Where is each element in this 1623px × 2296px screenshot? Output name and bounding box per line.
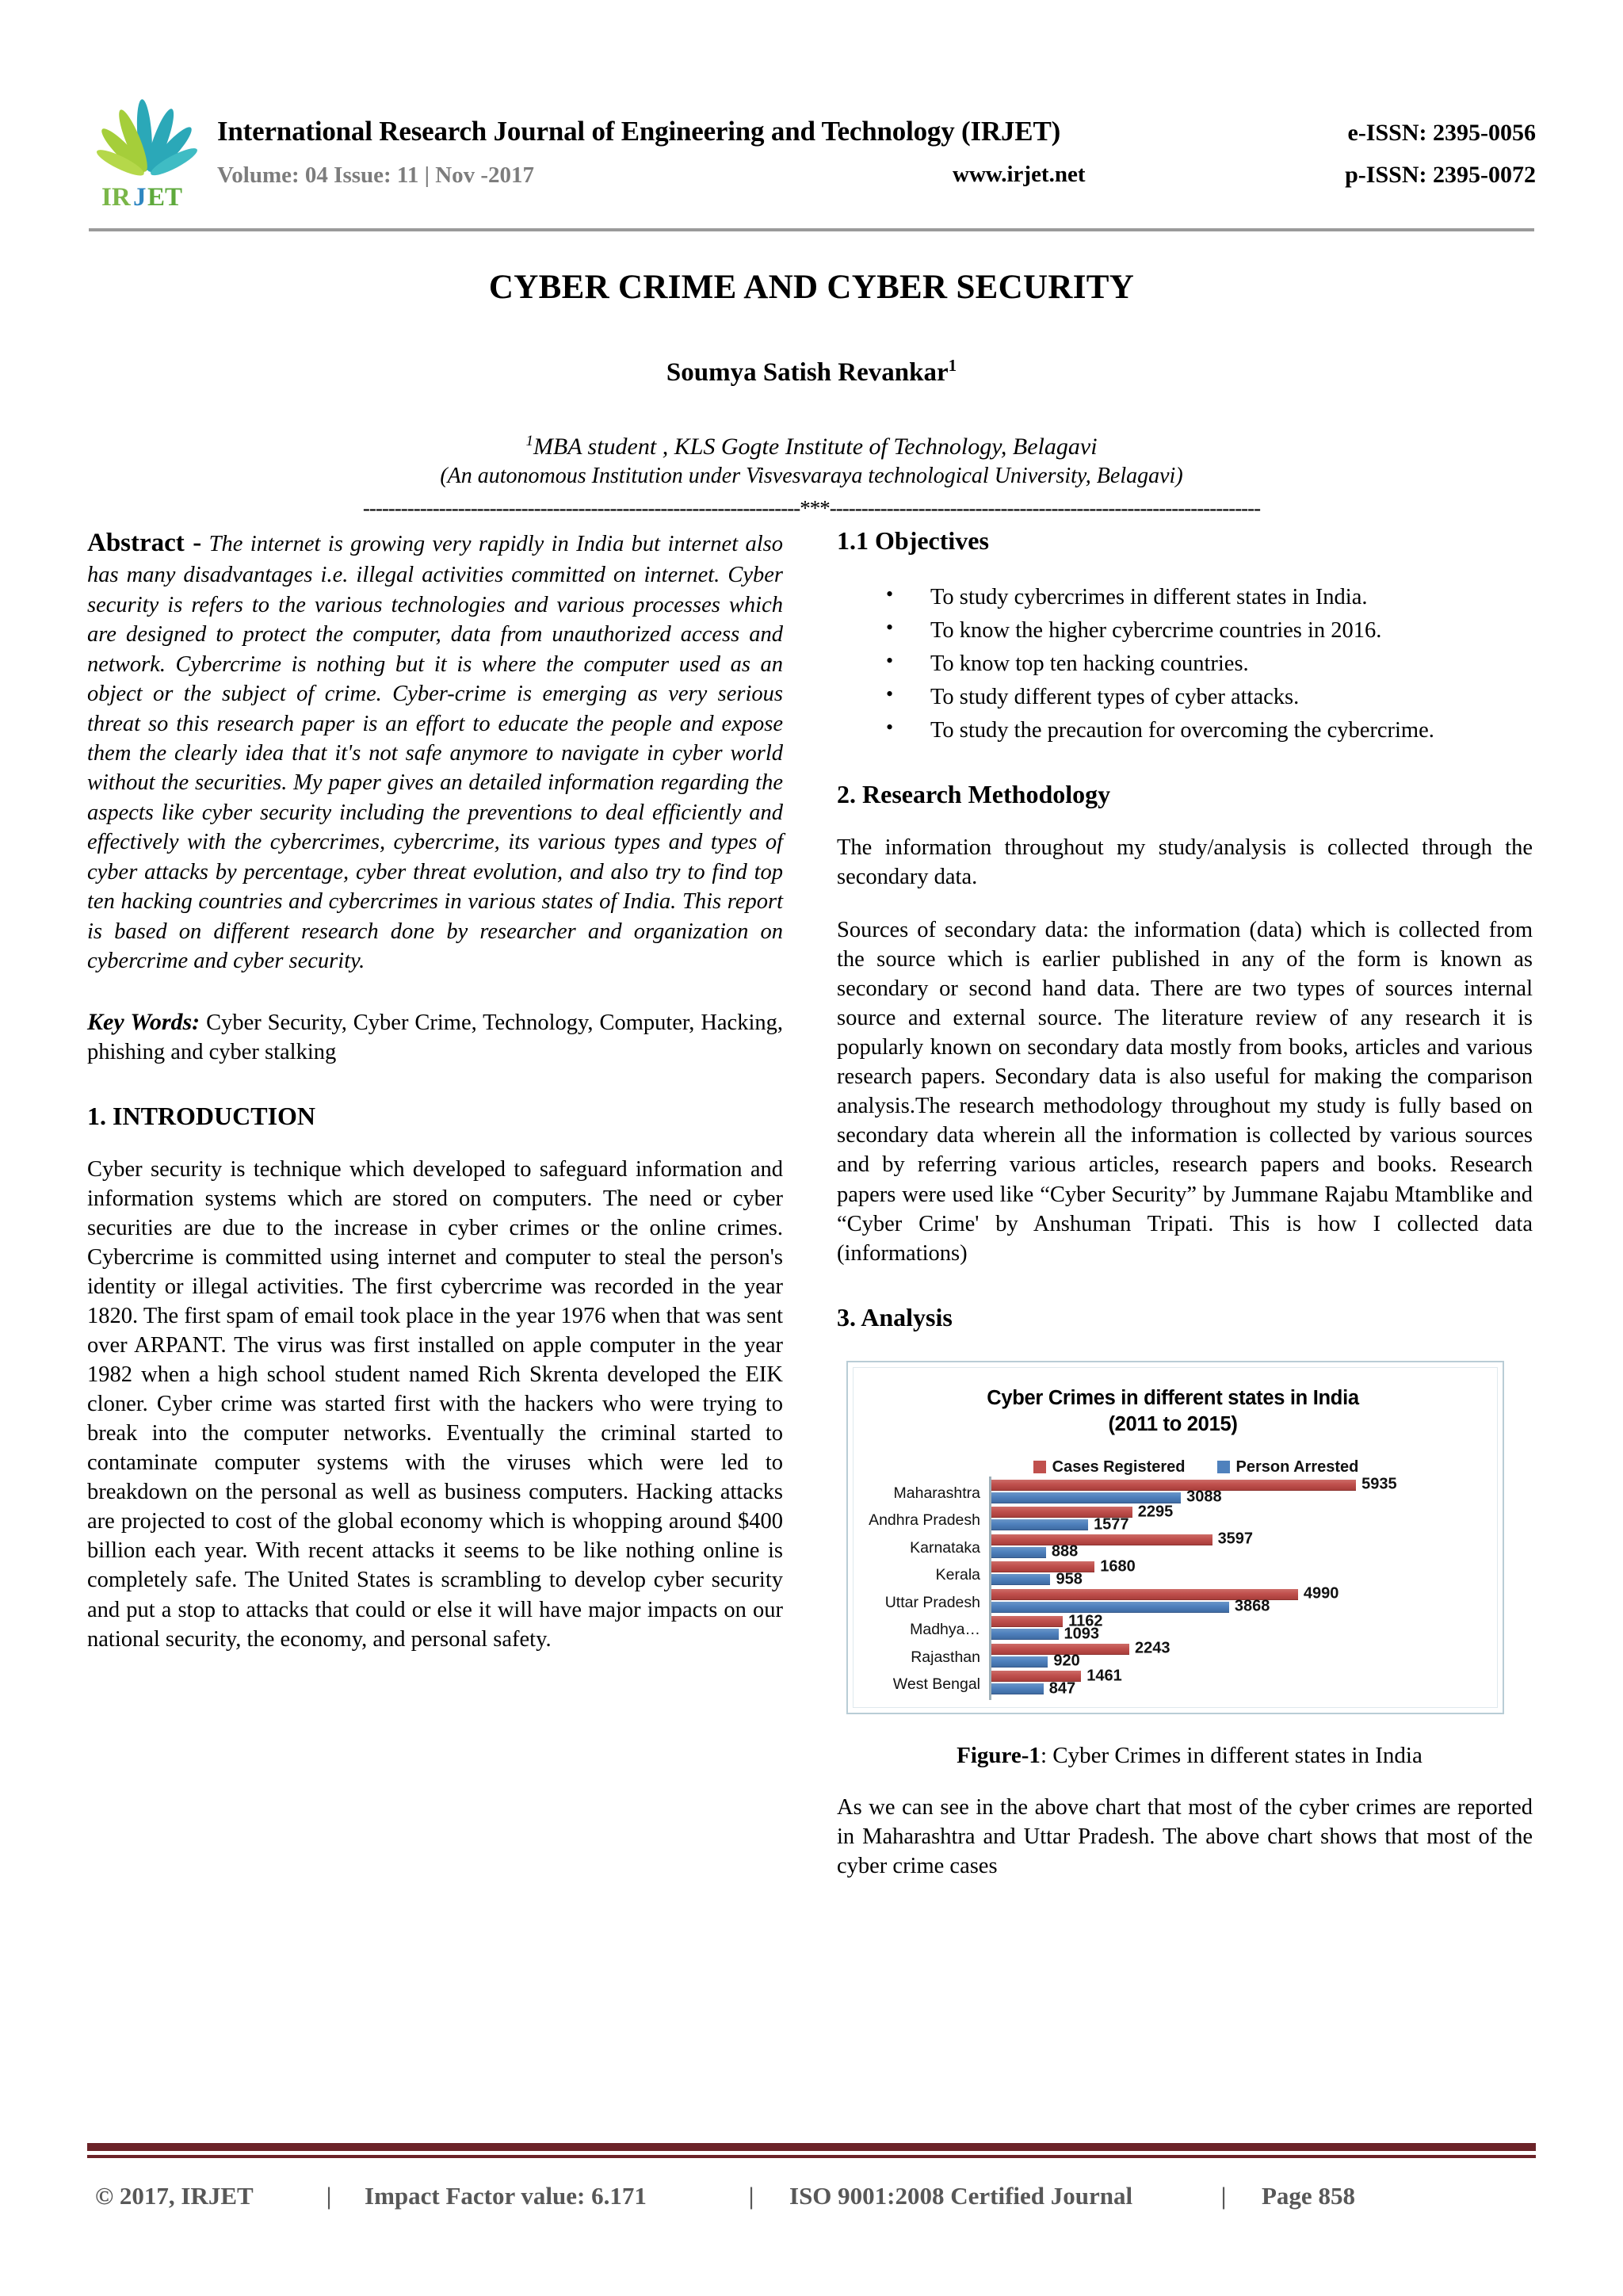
chart-bar-value: 3868: [1234, 1597, 1270, 1615]
chart-bar-arrested: [991, 1652, 1080, 1670]
masthead-text: [217, 116, 1536, 189]
chart-bar-value: 3597: [1217, 1530, 1254, 1548]
footer-rule-thin: [87, 2155, 1536, 2158]
chart-bar-value: 5935: [1361, 1475, 1397, 1493]
author-superscript: 1: [948, 356, 957, 375]
volume-issue: Volume: 04 Issue: 11 | Nov -2017: [217, 162, 535, 188]
list-item: [837, 649, 1533, 678]
chart-category-group: [910, 1530, 1486, 1562]
right-column: [837, 526, 1533, 1881]
chart-category-group: [893, 1475, 1486, 1507]
chart-category-label: Maharashtra: [893, 1484, 980, 1502]
chart-category-label: Madhya…: [910, 1621, 980, 1639]
header-divider: [89, 228, 1534, 231]
objective-text: To study cybercrimes in different states in India.: [930, 584, 1368, 609]
svg-text:ET: ET: [147, 183, 183, 211]
separator-asterisks: ***: [800, 495, 830, 520]
section-separator: [87, 496, 1536, 520]
chart-category-label: Karnataka: [910, 1538, 980, 1557]
bullet-icon: •: [886, 615, 894, 639]
chart-bar-value: 1577: [1094, 1515, 1129, 1534]
chart-category-label: Andhra Pradesh: [869, 1511, 980, 1530]
methodology-paragraph-2: Sources of secondary data: the information (data) which is collected from the source which is earlier published in any of the form is known as secondary or second hand data. There are two types of sources internal source and external source. The literature review of any research it is popularly known on secondary data mostly from books, articles and various research papers. Secondary data is also useful for making the comparison analysis.The research methodology throughout my study is fully based on secondary data wherein all the information is collected by various sources and by referring various articles, research papers and books. Research papers were used like “Cyber Security” by Jummane Rajabu Mtamblike and “Cyber Crime' by Anshuman Tripati. This is how I collected data (informations): [837, 918, 1533, 1266]
footer-iso-certification: ISO 9001:2008 Certified Journal: [789, 2182, 1133, 2210]
chart-bar-value: 2243: [1135, 1639, 1170, 1657]
chart-title-line-2: (2011 to 2015): [1108, 1412, 1238, 1435]
chart-bar-arrested: [991, 1542, 1079, 1561]
chart-bar-value: 920: [1053, 1652, 1080, 1670]
objective-text: To know top ten hacking countries.: [930, 651, 1249, 676]
chart-legend: [906, 1458, 1486, 1477]
page-footer: [87, 2143, 1536, 2210]
chart-category-label: West Bengal: [892, 1675, 980, 1694]
irjet-logo-icon: [95, 94, 200, 211]
legend-item-cases-registered: [1033, 1458, 1186, 1477]
footer-separator-3: |: [1220, 2182, 1227, 2210]
journal-masthead: [87, 0, 1536, 211]
heading-research-methodology: 2. Research Methodology: [837, 780, 1111, 809]
chart-bar-cases: [991, 1530, 1254, 1548]
footer-text-row: [87, 2182, 1536, 2210]
affiliation-line-1: [87, 432, 1536, 462]
affiliation-superscript: 1: [525, 433, 533, 449]
two-column-body: [87, 526, 1536, 1881]
chart-title: [860, 1385, 1486, 1438]
legend-label: Person Arrested: [1235, 1457, 1359, 1476]
svg-text:J: J: [133, 183, 147, 211]
chart-title-line-1: Cyber Crimes in different states in India: [987, 1386, 1359, 1409]
separator-right: --------------------------------------------------------------------: [829, 495, 1261, 520]
chart-category-group: [884, 1584, 1486, 1617]
chart-category-label: Rajasthan: [911, 1648, 980, 1666]
keywords-label: Key Words:: [87, 1008, 200, 1035]
chart-bar-arrested: [991, 1488, 1222, 1506]
keywords-text: Cyber Security, Cyber Crime, Technology, Computer, Hacking, phishing and cyber stalking: [87, 1010, 783, 1064]
figure-caption-label: Figure-1: [957, 1742, 1041, 1768]
chart-bar-value: 847: [1048, 1679, 1076, 1698]
objective-text: To know the higher cybercrime countries in 2016.: [930, 617, 1382, 643]
chart-bar-arrested: [991, 1570, 1083, 1588]
figure-1-chart: [846, 1361, 1504, 1714]
abstract-text: The internet is growing very rapidly in India but internet also has many disadvantages i.e. illegal activities committed on internet. Cyber security is refers to the various technologies and various processes which are designed to protect the computer, data from unauthorized access and network. Cybercrime is nothing but it is where the computer used as an object or the subject of crime. Cyber-crime is emerging as very serious threat so this research paper is an effort to educate the people and expose them the clearly idea that it's not safe anymore to navigate in cyber world without the securities. My paper gives an detailed information regarding the aspects like cyber security including the preventions to deal efficiently and effectively with the cybercrimes, cybercrime, its various types and types of cyber attacks by percentage, cyber threat evolution, and also try to find top ten hacking countries and cybercrimes in various states of India. This report is based on different research done by researcher and organization on cybercrime and cyber security.: [87, 531, 783, 974]
list-item: [837, 682, 1533, 712]
footer-impact-factor: Impact Factor value: 6.171: [365, 2182, 647, 2210]
abstract-paragraph: [87, 526, 783, 976]
footer-separator-2: |: [748, 2182, 754, 2210]
affiliation-line-2: (An autonomous Institution under Visvesvaraya technological University, Belagavi): [440, 464, 1183, 489]
chart-category-group: [935, 1557, 1486, 1589]
chart-bar-value: 4990: [1303, 1584, 1339, 1603]
legend-item-person-arrested: [1217, 1458, 1359, 1477]
footer-copyright: © 2017, IRJET: [95, 2182, 254, 2210]
p-issn: p-ISSN: 2395-0072: [1345, 162, 1536, 188]
footer-rule-thick: [87, 2143, 1536, 2151]
chart-bar-value: 3088: [1186, 1488, 1222, 1506]
analysis-text: As we can see in the above chart that most of the cyber crimes are reported in Maharashtra and Uttar Pradesh. The above chart shows that most of the cyber crime cases: [837, 1794, 1533, 1878]
bullet-icon: •: [886, 648, 894, 672]
legend-swatch-icon: [1033, 1461, 1046, 1473]
heading-objectives: 1.1 Objectives: [837, 525, 989, 555]
figure-caption: [846, 1743, 1533, 1769]
figure-caption-text: : Cyber Crimes in different states in India: [1040, 1742, 1423, 1768]
introduction-text: Cyber security is technique which developed to safeguard information and information systems which are stored on computers. The need or cyber securities are due to the increase in cyber crimes or the online crimes. Cybercrime is committed using internet and computer to steal the person's identity or illegal activities. The first cybercrime was recorded in the year 1820. The first spam of email took place in the year 1976 when that was sent over ARPANT. The virus was first installed on apple computer in the year 1982 when a high school student named Rich Skrenta developed the EIK cloner. Cyber crime was started first with the hackers who were trying to break into the computer networks. Eventually the criminal started to contaminate computer systems with the viruses which were led to breakdown on the personal as well as business computers. Hacking attacks are projected to cost of the global economy which is whopping around $400 billion each year. With recent attacks it seems to be like nothing online is completely safe. The United States is scrambling to develop cyber security and put a stop to attacks that could or else it will have major impacts on our national security, the economy, and personal safety.: [87, 1156, 783, 1652]
chart-category-group: [911, 1639, 1486, 1671]
objective-text: To study different types of cyber attacks.: [930, 684, 1300, 709]
objective-text: To study the precaution for overcoming the cybercrime.: [930, 717, 1434, 743]
chart-bar-arrested: [991, 1597, 1270, 1615]
author-label: Soumya Satish Revankar: [666, 358, 949, 387]
bullet-icon: •: [886, 682, 894, 705]
svg-text:IR: IR: [101, 183, 131, 211]
chart-category-group: [910, 1612, 1486, 1644]
author-name: [87, 356, 1536, 388]
chart-bar-arrested: [991, 1625, 1099, 1643]
chart-bar-cases: [991, 1612, 1103, 1630]
journal-website[interactable]: www.irjet.net: [953, 162, 1086, 187]
list-item: [837, 716, 1533, 745]
bullet-icon: •: [886, 715, 894, 739]
heading-analysis: 3. Analysis: [837, 1302, 953, 1331]
chart-inner-frame: [853, 1367, 1498, 1708]
page-title: CYBER CRIME AND CYBER SECURITY: [488, 269, 1135, 306]
affiliation-text: MBA student , KLS Gogte Institute of Technology, Belagavi: [533, 434, 1098, 460]
footer-separator-1: |: [326, 2182, 332, 2210]
left-column: [87, 526, 783, 1881]
irjet-logo: [95, 94, 200, 211]
abstract-label: Abstract -: [87, 528, 202, 557]
separator-left: ---------------------------------------------------------------------: [362, 495, 800, 520]
chart-bar-arrested: [991, 1515, 1129, 1534]
chart-category-label: Uttar Pradesh: [884, 1593, 980, 1611]
e-issn: e-ISSN: 2395-0056: [1347, 120, 1536, 146]
chart-bar-arrested: [991, 1679, 1076, 1698]
chart-plot-area: [860, 1475, 1486, 1700]
keywords-paragraph: [87, 1007, 783, 1067]
methodology-paragraph-1: The information throughout my study/analysis is collected through the secondary data.: [837, 835, 1533, 890]
chart-bar-value: 1093: [1064, 1625, 1099, 1643]
list-item: [837, 616, 1533, 645]
chart-bar-value: 1461: [1086, 1667, 1122, 1685]
chart-bar-cases: [991, 1475, 1397, 1493]
bullet-icon: •: [886, 582, 894, 606]
chart-category-label: Kerala: [935, 1566, 980, 1584]
list-item: [837, 583, 1533, 612]
footer-page-number: Page 858: [1262, 2182, 1355, 2210]
chart-bar-value: 2295: [1137, 1503, 1174, 1521]
legend-swatch-icon: [1217, 1461, 1230, 1473]
heading-introduction: 1. INTRODUCTION: [87, 1101, 316, 1130]
chart-bar-value: 1162: [1068, 1612, 1103, 1630]
chart-bar-value: 958: [1056, 1570, 1083, 1588]
legend-label: Cases Registered: [1052, 1457, 1186, 1476]
chart-bar-value: 888: [1051, 1542, 1079, 1561]
objectives-list: [837, 583, 1533, 745]
chart-category-group: [892, 1667, 1486, 1698]
journal-title: International Research Journal of Engineering and Technology (IRJET): [217, 116, 1061, 147]
chart-bar-value: 1680: [1100, 1557, 1136, 1576]
